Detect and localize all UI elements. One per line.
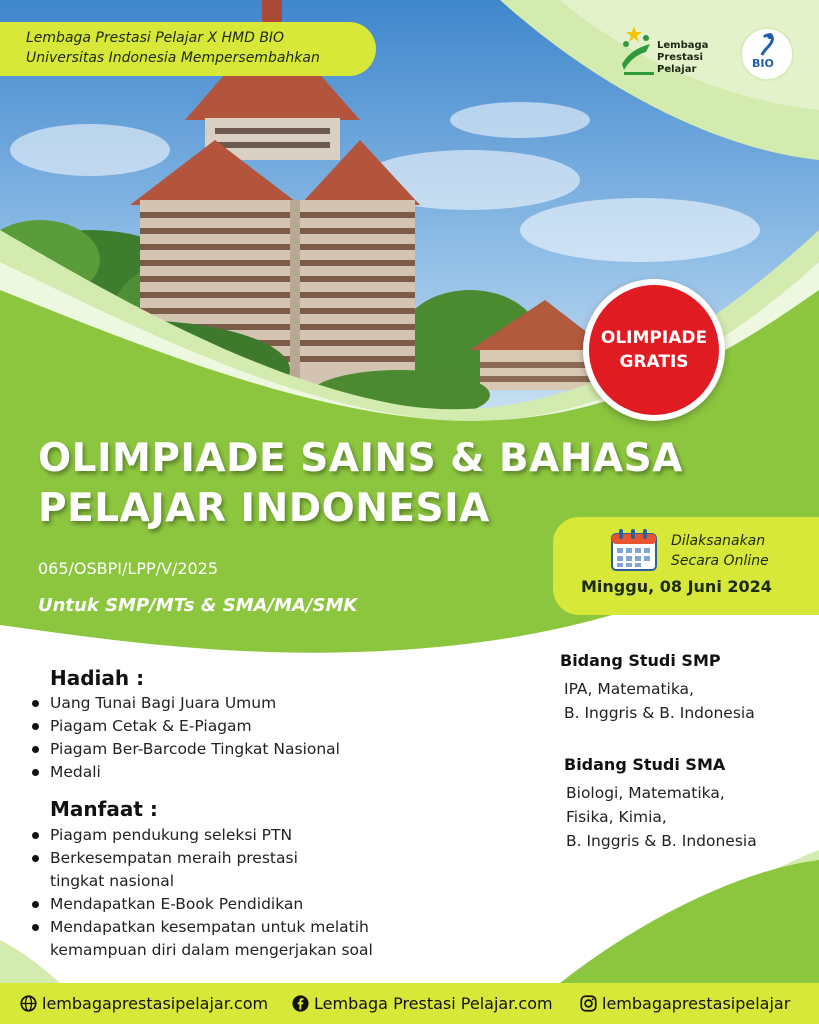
list-item: Medali bbox=[30, 761, 340, 784]
main-title-line-2: PELAJAR INDONESIA bbox=[38, 486, 490, 531]
event-date: Minggu, 08 Juni 2024 bbox=[581, 577, 772, 596]
lpp-logo-line-1: Lembaga bbox=[657, 40, 709, 51]
list-item: Uang Tunai Bagi Juara Umum bbox=[30, 692, 340, 715]
target-audience: Untuk SMP/MTs & SMA/MA/SMK bbox=[38, 595, 358, 616]
sma-subject-line: Fisika, Kimia, bbox=[566, 808, 667, 826]
badge-line-2: GRATIS bbox=[619, 352, 689, 372]
execution-mode bbox=[671, 531, 769, 571]
execution-line-2: Secara Online bbox=[671, 553, 769, 569]
calendar-icon bbox=[611, 529, 657, 571]
contact-footer bbox=[0, 983, 819, 1024]
lpp-logo-text bbox=[657, 40, 732, 76]
prizes-list bbox=[30, 692, 340, 784]
list-item: Mendapatkan kesempatan untuk melatih bbox=[30, 916, 373, 939]
list-item-continuation: tingkat nasional bbox=[50, 872, 175, 890]
website-text: lembagaprestasipelajar.com bbox=[42, 994, 269, 1013]
sma-subjects-list bbox=[566, 781, 757, 853]
facebook-icon bbox=[292, 995, 309, 1012]
list-item: Piagam pendukung seleksi PTN bbox=[30, 824, 373, 847]
reference-code: 065/OSBPI/LPP/V/2025 bbox=[38, 559, 219, 578]
sma-subjects-heading: Bidang Studi SMA bbox=[564, 755, 726, 774]
instagram-link[interactable] bbox=[580, 983, 790, 1024]
badge-line-1: OLIMPIADE bbox=[600, 328, 708, 348]
lpp-logo bbox=[620, 24, 732, 80]
prizes-heading: Hadiah : bbox=[50, 666, 145, 690]
smp-subject-line: IPA, Matematika, bbox=[564, 680, 694, 698]
list-item-continuation: kemampuan diri dalam mengerjakan soal bbox=[50, 941, 373, 959]
instagram-text: lembagaprestasipelajar bbox=[602, 994, 791, 1013]
smp-subject-line: B. Inggris & B. Indonesia bbox=[564, 704, 755, 722]
facebook-link[interactable] bbox=[292, 983, 553, 1024]
facebook-text: Lembaga Prestasi Pelajar.com bbox=[314, 994, 553, 1013]
smp-subjects-list bbox=[564, 677, 755, 725]
free-olympiad-badge bbox=[583, 279, 725, 421]
organizer-line-1: Lembaga Prestasi Pelajar X HMD BIO bbox=[26, 30, 285, 46]
list-item: Mendapatkan E-Book Pendidikan bbox=[30, 893, 373, 916]
organizer-banner bbox=[0, 22, 376, 76]
list-item: Piagam Cetak & E-Piagam bbox=[30, 715, 340, 738]
smp-subjects-heading: Bidang Studi SMP bbox=[560, 651, 721, 670]
hmd-bio-logo bbox=[740, 27, 794, 81]
organizer-line-2: Universitas Indonesia Mempersembahkan bbox=[26, 50, 320, 66]
execution-line-1: Dilaksanakan bbox=[671, 533, 766, 549]
instagram-icon bbox=[580, 995, 597, 1012]
list-item: Berkesempatan meraih prestasi bbox=[30, 847, 373, 870]
globe-icon bbox=[20, 995, 37, 1012]
sma-subject-line: B. Inggris & B. Indonesia bbox=[566, 832, 757, 850]
benefits-list bbox=[30, 824, 373, 962]
website-link[interactable] bbox=[20, 983, 268, 1024]
benefits-heading: Manfaat : bbox=[50, 797, 158, 821]
list-item: Piagam Ber-Barcode Tingkat Nasional bbox=[30, 738, 340, 761]
hmd-bio-logo-text: BIO bbox=[752, 57, 774, 70]
lpp-logo-line-2: Prestasi Pelajar bbox=[657, 52, 703, 75]
main-title-line-1: OLIMPIADE SAINS & BAHASA bbox=[38, 436, 683, 481]
event-date-box bbox=[553, 517, 819, 615]
star-people-logo-icon bbox=[620, 24, 656, 76]
sma-subject-line: Biologi, Matematika, bbox=[566, 784, 725, 802]
